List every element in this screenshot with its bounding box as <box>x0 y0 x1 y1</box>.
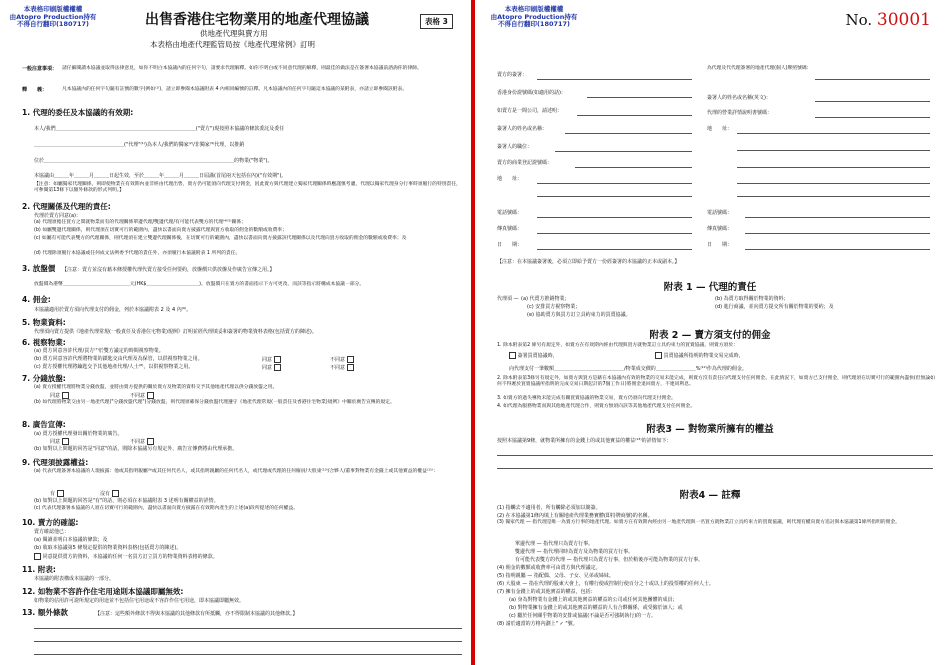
section-8-heading <box>22 420 66 429</box>
section-1-line-1: 本人/我們＿＿＿＿＿＿＿＿＿＿＿＿＿＿＿＿＿＿＿＿＿＿＿＿＿＿＿＿("賣方")現按照本協議的條款委託及委任 <box>34 126 285 132</box>
agree-text: 同意 <box>50 393 61 399</box>
stamp-line: 由Atopro Production持有 <box>490 12 578 21</box>
sig-field[interactable] <box>815 117 930 118</box>
section-2-a: (a) 代理須擔任買方之間就物業而有的代理關係單邊代理/雙邊代理/有可能代表雙方的代理⁽⁴⁾⁽⁵⁾關係； <box>34 220 246 225</box>
signature-note: 【注意：在本協議簽署後，必須立即給予賣方一份經簽署的本協議的正本或副本。】 <box>497 259 680 265</box>
form-number: 表格 3 <box>420 14 453 29</box>
sig-label: 傳真號碼： <box>707 226 733 232</box>
sig-field[interactable] <box>745 233 930 234</box>
schedule-3-heading: 附表3 — 對物業所擁有的權益 <box>646 424 774 435</box>
agree-checkbox[interactable] <box>62 438 69 445</box>
section-6-a: (a) 賣方同意容許代理/買方⁽⁷⁾於雙方議定的時間視察物業。 <box>34 348 164 354</box>
note-item: 單邊代理 — 指代理只為賣方行事。 <box>515 541 594 547</box>
section-10-intro: 賣方確認他已： <box>34 529 70 535</box>
sig-field[interactable] <box>537 233 692 234</box>
stamp-line: 不得自行翻印(180717) <box>16 20 90 28</box>
section-number: 8. <box>22 420 31 429</box>
schedule-1-a: (a) 代賣方推銷物業； <box>521 296 570 302</box>
sig-field[interactable] <box>745 217 930 218</box>
section-5-text: 代理須向賣方提供《地產代理常規(一般責任及香港住宅物業)規例》訂明並經代理填妥和簽署的物業資料表格(包括賣方的陳述)。 <box>34 329 317 335</box>
section-number: 3. <box>22 264 31 273</box>
page-right <box>475 0 945 665</box>
sig-label: 地 址： <box>497 176 523 182</box>
sig-field[interactable] <box>737 183 930 184</box>
section-9-c: (c) 代表代理簽署本協議的人須在切實可行的範圍內，盡快以書面向賣方披露在有效期內產生的上述(a)段所提述的任何權益。 <box>34 506 299 511</box>
section-10-b: (b) 收取本協議第5 條規定提供的物業資料表格(包括賣方的陳述)。 <box>34 545 182 551</box>
note-item: (7) 擁有金錢上的或其他實益的權益，包括： <box>497 589 596 595</box>
sig-label: 地 址： <box>707 126 733 132</box>
section-title: 附表: <box>37 565 56 574</box>
section-title: 代理的委任及本協議的有效期: <box>32 108 134 117</box>
section-12-text: 如物業的佔用許可證所規定的用途並不包括住宅用途或不容許作住宅用途，即本協議即屬無效。 <box>34 598 245 604</box>
agree-text: 同意 <box>50 439 61 445</box>
copyright-stamp <box>8 6 98 29</box>
notice-text: 請仔細閱讀本協議並取得法律意見，如你不明白本協議內的任何字句，請要求代理解釋。如你不明白或不同意代理的解釋，則最佳的做法是在簽署本協議前諮詢你的律師。 <box>62 66 422 71</box>
no-text: 沒有 <box>100 491 111 497</box>
schedule-4-heading: 附表4 — 註釋 <box>679 490 741 501</box>
section-1-line-3: 位於＿＿＿＿＿＿＿＿＿＿＿＿＿＿＿＿＿＿＿＿＿＿＿＿＿＿＿＿＿＿＿＿＿＿＿＿＿＿的物業("物業")。 <box>34 158 273 164</box>
schedule-2-p4: 4. 如代理為服務物業而與其他地產代理合作，則賣方無須向該等其他地產代理支付任何佣金。 <box>497 404 695 409</box>
sig-label: 電話號碼： <box>497 210 523 216</box>
section-4-text: 本協議適用於賣方須向代理支付的佣金，列於本協議附表 2 及 4 內⁽⁶⁾。 <box>34 307 192 313</box>
interpretation-text: 凡本協議內的任何字句隨有註號的數字(例如⁽¹⁾)，請立即參閱本協議附表 4 內相同編號的註釋。凡本協議內的任何字句隨這本協議的某附表，亦請立即參閱該附表。 <box>62 87 408 92</box>
schedule-1-heading: 附表 1 — 代理的責任 <box>663 282 757 293</box>
checkbox[interactable] <box>34 553 41 560</box>
schedule-2-p1: 1. 除本附表第2 條另有規定外，如賣方在有效期內經由代理與買方就物業訂立具約束力的買賣協議，則賣方須於： <box>497 343 738 348</box>
yes-label <box>50 490 64 497</box>
note-item: (4) 佣金的數額或收費率可由賣方與代理議定。 <box>497 565 601 571</box>
stamp-line: 本表格印刷版權權權 <box>23 5 83 13</box>
interpretation-label: 釋 義： <box>22 87 48 93</box>
note-item: (6) 大股東 — 指在代理的股東大會上，有權行使或控制行使百分之十或以上的投票權的任何人士。 <box>497 581 714 587</box>
section-1-note: 【注意：如屬獨家代理關係，則即使物業在有效期內並非經由代理出售，賣方仍可能須向代理支付佣金，因此賣方與代理建立獨家代理關係時應謹慎考慮，代理以獨家代理身分行事時須履行的特別責任，可參閱第13條下以額外條款的形式列明。】 <box>34 182 461 194</box>
section-11-heading <box>22 565 56 574</box>
disagree-text: 不同意 <box>330 365 346 371</box>
section-title: 佣金: <box>32 295 51 304</box>
section-number: 10. <box>22 518 36 527</box>
section-title: 廣告宣傳: <box>32 420 66 429</box>
agree-text: 同意 <box>262 365 273 371</box>
section-10-a: (a) 閱讀並明白本協議的條款；及 <box>34 537 108 543</box>
agree-label-7 <box>50 392 69 399</box>
disagree-checkbox[interactable] <box>347 364 354 371</box>
schedule-3-text: 按照本協議第9條，就物業所擁有的金錢上的或其他實益的權益⁽¹³⁾的詳情如下： <box>497 438 672 444</box>
blank-line[interactable] <box>497 455 933 456</box>
section-4-heading <box>22 295 51 304</box>
checkbox[interactable] <box>655 352 662 359</box>
blank-line[interactable] <box>34 654 462 655</box>
section-13-note: 【注意：這些額外條款不得與本協議的其他條款有所抵觸，亦不得限制本協議的其他條款。】 <box>95 611 298 617</box>
section-9-b: (b) 如對以上問題的回答是"有"的話，則必須在本協議附表 3 述明有關權益的詳情。 <box>34 498 219 504</box>
schedule-1-d: (d) 進行商議，並向賣方提交所有關於物業的要約；及 <box>715 304 834 310</box>
section-1-line-2: ＿＿＿＿＿＿＿＿＿＿＿＿＿＿＿＿＿＿("代理"⁽¹⁾)為本人/我們的獨家⁽²⁾/非獨家⁽³⁾代理，以推銷 <box>34 142 245 148</box>
sig-field[interactable] <box>737 196 930 197</box>
section-3-price: 放盤價為港幣＿＿＿＿＿＿＿＿＿＿＿＿＿＿元(HK$＿＿＿＿＿＿＿＿＿＿＿)。放盤價只在賣方的書面指示下方可更改，而該等指示將構成本協議一部分。 <box>34 282 365 287</box>
sig-field[interactable] <box>737 167 930 168</box>
section-title: 視察物業: <box>32 338 66 347</box>
note-item: 雙邊代理 — 指代理同時為賣方及為物業的買方行事。 <box>515 549 634 555</box>
sig-label: 日 期： <box>707 242 733 248</box>
schedule-1-e: (e) 協助賣方與買方訂立具約束力的買賣協議。 <box>527 312 631 318</box>
sig-field[interactable] <box>577 115 692 116</box>
section-number: 7. <box>22 374 31 383</box>
sig-field[interactable] <box>815 79 930 80</box>
schedule-1-intro: 代理須 — <box>497 296 519 302</box>
section-3-heading <box>22 264 55 273</box>
agree-label-b <box>262 356 281 363</box>
agree-checkbox[interactable] <box>274 356 281 363</box>
section-6-b: (b) 賣方同意容許代理將物業的鎖匙交由代理及為保管，以供視察物業之用。 <box>34 356 203 362</box>
note-item: (c) 屬於任何關乎物業的安排或協議(不論是否可強制執行)的一方。 <box>509 613 657 619</box>
disagree-text: 不同意 <box>130 439 146 445</box>
disagree-checkbox[interactable] <box>147 438 154 445</box>
sig-field[interactable] <box>565 133 692 134</box>
subtitle-2: 本表格由地產代理監管局按《地產代理常例》訂明 <box>150 40 315 49</box>
section-number: 2. <box>22 202 31 211</box>
notice-label: 一般注意事項： <box>22 66 58 72</box>
agree-label-8 <box>50 438 69 445</box>
option-2-text: 買賣協議所指明的物業交易完成時， <box>663 353 744 359</box>
section-number: 11. <box>22 565 36 574</box>
note-item: (1) 指觸去不適用者，所有觸除必須加以簡簽。 <box>497 505 601 511</box>
sig-field[interactable] <box>587 97 692 98</box>
section-8-a: (a) 賣方授權代理發出關於物業的廣告。 <box>34 431 123 437</box>
section-title: 物業資料: <box>32 318 66 327</box>
sig-field[interactable] <box>537 249 692 250</box>
note-item: 有可能代表雙方的代理 — 指代理只為賣方行事，但於稍後亦可能為物業的買方行事。 <box>515 557 704 563</box>
agree-label-c <box>262 364 281 371</box>
disagree-text: 不同意 <box>330 357 346 363</box>
section-number: 12. <box>22 587 36 596</box>
disagree-checkbox[interactable] <box>147 392 154 399</box>
note-item: (3) 獨家代理 — 指代理是唯一為賣方行事的地產代理。如賣方在有效期內經由另一地產代理與一名買方就物業訂立具約束力的買賣協議，則代理有權向賣方追討與本協議第1條所指明的佣金。 <box>497 520 900 525</box>
sig-field[interactable] <box>575 167 692 168</box>
sig-field[interactable] <box>737 150 930 151</box>
note-item: (b) 對物業擁有金錢上的或其他實益的權益的人有合夥關係，或受僱於該人；或 <box>509 605 683 611</box>
option-1-text: 簽署買賣協議時， <box>517 353 558 359</box>
section-title: 代理須披露權益: <box>32 458 89 467</box>
schedule-1-c: (c) 安排買方視察物業； <box>527 304 581 310</box>
disagree-label-7 <box>130 392 154 399</box>
yes-text: 有 <box>50 491 56 497</box>
section-1-heading <box>22 108 133 117</box>
blank-line[interactable] <box>497 468 933 469</box>
section-1-line-4: 本協議由＿＿＿年＿＿＿月＿＿＿日起生效，至於＿＿＿年＿＿＿月＿＿＿日屆滿(首尾兩天包括在內)("有效期")。 <box>34 173 287 179</box>
serial-label: No. <box>845 11 873 29</box>
section-2-intro: 代理於賣方同意(a)： <box>34 213 81 219</box>
disagree-checkbox[interactable] <box>347 356 354 363</box>
serial-number <box>845 10 931 30</box>
sig-label: 賣方的簽署： <box>497 72 528 78</box>
sig-label: 簽署人的姓名或名稱(英文)： <box>707 95 771 101</box>
disagree-label-8 <box>130 438 154 445</box>
schedule-2-heading: 附表 2 — 賣方須支付的佣金 <box>649 330 771 341</box>
section-12-heading <box>22 587 183 596</box>
sig-label: 簽署人的姓名或名稱： <box>497 126 548 132</box>
disagree-text: 不同意 <box>130 393 146 399</box>
sig-field[interactable] <box>537 183 692 184</box>
note-item: (5) 指明親屬 — 指配偶、父母、子女、兄弟或姊妹。 <box>497 573 614 579</box>
sig-field[interactable] <box>815 101 930 102</box>
section-2-d: (d) 代理除須履行本協議或任何成文法例委予代理的責任外，亦須履行本協議附表 1 所列的責任。 <box>34 251 241 256</box>
schedule-2-p3: 3. 如賣方的過失導致未能完成有關買賣協議的物業交易，賣方仍須向代理支付佣金。 <box>497 396 676 401</box>
section-number: 9. <box>22 458 31 467</box>
subtitle: 供地產代理與賣方用 <box>200 29 268 38</box>
section-9-a: (a) 代表代理簽署本協議的人現披露：他或其指明親屬⁽⁹⁾或其任何代名人，或其指明親屬的任何代名人，或代理或代理的任何僱員/大股東⁽¹⁰⁾/合夥人/董事對物業有金錢上或其他實益的權益⁽¹¹⁾： <box>34 469 438 474</box>
section-number: 5. <box>22 318 31 327</box>
sig-label: 賣方的商業登記證號碼： <box>497 160 553 166</box>
note-item: (8) 請於適當的方格內劃上" ✓ "號。 <box>497 621 578 627</box>
sig-field[interactable] <box>745 249 930 250</box>
section-2-b: (b) 如屬雙邊代理關係，則代理須在切實可行的範圍內，盡快以書面向賣方披露代理與買方收取的佣金的數額或收費率； <box>34 228 287 233</box>
section-number: 4. <box>22 295 31 304</box>
section-2-heading <box>22 202 111 211</box>
sig-label: 簽署人的職位： <box>497 144 533 150</box>
section-6-c: (c) 賣方授權代理將鑰匙交予其他地產代理/人士⁽⁸⁾，以供視察物業之用。 <box>34 364 194 370</box>
section-title: 放盤價 <box>32 264 56 273</box>
agree-checkbox[interactable] <box>274 364 281 371</box>
sig-label: 傳真號碼： <box>497 226 523 232</box>
blank-line[interactable] <box>34 641 462 642</box>
schedule-2-p1b: 向代理支付一筆數額＿＿＿＿＿＿＿＿＿＿＿＿＿＿/物業成交價的＿＿＿＿＿＿＿＿%⁽¹²⁾作為代理的佣金。 <box>509 366 747 372</box>
option-2 <box>655 352 744 359</box>
section-title: 賣方的確認: <box>37 518 79 527</box>
stamp-line: 本表格印刷版權權權 <box>504 5 564 13</box>
schedule-1-b: (b) 為賣方取得關於物業的資料； <box>715 296 789 302</box>
agree-checkbox[interactable] <box>62 392 69 399</box>
section-number: 1. <box>22 108 31 117</box>
section-13-heading <box>22 608 68 617</box>
section-7-b: (b) 如代理將物業交由另一地產代理("分錢放盤代理")分錢放盤，則代理須確保分錢放盤代理遵守《地產代理常規(一般責任及香港住宅物業)規例》中關於廣告宣傳的規定。 <box>34 400 395 405</box>
stamp-line: 由Atopro Production持有 <box>9 12 97 21</box>
checkbox[interactable] <box>509 352 516 359</box>
section-number: 13. <box>22 608 36 617</box>
section-10-c <box>34 553 218 560</box>
serial-value: 30001 <box>876 10 931 30</box>
section-title: 分錢放盤: <box>32 374 66 383</box>
sig-field[interactable] <box>537 79 692 80</box>
page-left <box>0 0 471 665</box>
disagree-label-c <box>330 364 354 371</box>
section-3-note: 【注意：賣方並沒有藉本條授權代理代賣方接受任何要約，放盤價只供放盤及作廣告宣傳之用。】 <box>62 267 275 273</box>
section-title: 代理關係及代理的責任: <box>32 202 111 211</box>
sig-label: 日 期： <box>497 242 523 248</box>
no-label <box>100 490 119 497</box>
sig-field[interactable] <box>737 133 930 134</box>
note-item: (a) 身為對物業有金錢上的或其他實益的權益的公司或任何其他團體的成員； <box>509 597 678 603</box>
page-title: 出售香港住宅物業用的地產代理協議 <box>145 12 369 28</box>
blank-line[interactable] <box>34 628 462 629</box>
option-1 <box>509 352 558 359</box>
section-title: 額外條款 <box>37 608 68 617</box>
sig-field[interactable] <box>555 151 692 152</box>
section-6-heading <box>22 338 66 347</box>
section-7-heading <box>22 374 66 383</box>
section-number: 6. <box>22 338 31 347</box>
sig-label: 如賣方是一間公司，請述明： <box>497 108 563 114</box>
section-8-b: (b) 如對以上問題的回答是"同意"的話，則除本協議另有規定外，廣告宣傳費將由代理承擔。 <box>34 446 238 452</box>
section-5-heading <box>22 318 66 327</box>
disagree-label-b <box>330 356 354 363</box>
schedule-2-p2: 2. 除本附表第3條另有規定外，如賣方與買方是藉在本協議內有效的物業的交易未能完成，則賣方沒有責任向代理支付任何佣金。在此情況下，如賣方已支付佣金，則代理須在切實可行的範圍內盡快(但無論如何不得遲於買賣協議所指明的完成交易日期起計的7個工作日)將佣金退回賣方，不連同利息。 <box>497 376 935 388</box>
yes-checkbox[interactable] <box>57 490 64 497</box>
stamp-line: 不得自行翻印(180717) <box>497 20 571 28</box>
note-item: (2) 在本協議第1條內填上有關地產代理業務實體(即持牌商號)的名稱。 <box>497 513 653 519</box>
section-10-heading <box>22 518 78 527</box>
section-10-c-text: 同意提供賣方的資料，本協議的任何一名買方訂立買方的物業資料表格的條款。 <box>42 554 218 560</box>
sig-label: 電話號碼： <box>707 210 733 216</box>
section-9-heading <box>22 458 88 467</box>
agree-text: 同意 <box>262 357 273 363</box>
sig-label: 為代理及代代理簽署的地產代理(個人)牌照號碼： <box>707 66 812 71</box>
no-checkbox[interactable] <box>112 490 119 497</box>
sig-field[interactable] <box>537 217 692 218</box>
section-11-text: 本協議的附表構成本協議的一部分。 <box>34 576 115 582</box>
sig-label: 代理的營業詳情說明書號碼： <box>707 110 773 116</box>
sig-field[interactable] <box>537 196 692 197</box>
sig-label: 香港身份證號碼(如適用的話)： <box>497 90 566 96</box>
section-2-c: (c) 如屬有可能代表雙方的代理關係，則代理須在建立雙邊代理關係後，在切實可行的範圍內，盡快以書面向賣方披露該代理關係以及代理向買方收取的佣金的數額或收費率；及 <box>34 236 407 241</box>
copyright-stamp <box>489 6 579 29</box>
section-7-a: (a) 賣方授權代理將物業分錢放盤，並將由賣方提供的關於賣方及物業的資料交予其他地產代理以供分錢放盤之用。 <box>34 385 278 390</box>
section-title: 如物業不容許作住宅用途則本協議即屬無效: <box>37 587 184 596</box>
